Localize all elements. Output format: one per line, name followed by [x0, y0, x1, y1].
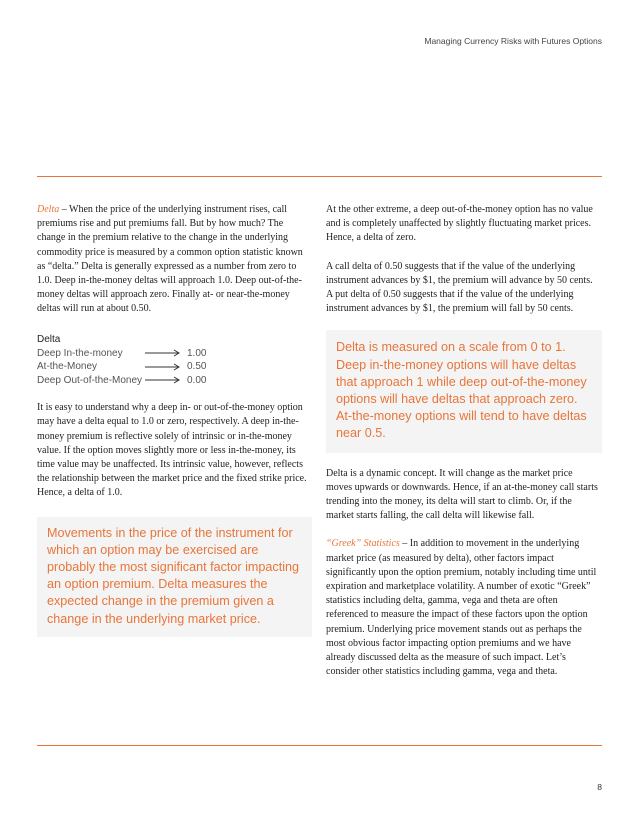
dynamic-concept-paragraph: Delta is a dynamic concept. It will change as the market price moves upwards or downwards. Hence, if an at-the-money call starts trending into the money, its delta will start to climb. Or, if the market starts falling, the call delta will likewise fall.	[326, 467, 598, 522]
delta-table-title: Delta	[37, 333, 61, 345]
left-column	[37, 203, 312, 637]
greek-statistics-paragraph	[326, 537, 601, 679]
delta-row-label: At-the-Money	[37, 361, 98, 373]
right-arrow-icon	[145, 349, 185, 357]
delta-paragraph-text: – When the price of the underlying instrument rises, call premiums rise and put premiums fall. But by how much? The change in the premium relative to the change in the underlying commodity price is measured by a common option statistic known as “delta.” Delta is generally expressed as a number from zero to 1.0. Deep in-the-money deltas will approach 1.0. Deep out-of-the-money deltas will approach zero. Finally at- or near-the-money deltas will run at about 0.50.	[37, 204, 303, 315]
delta-row-value: 1.00	[187, 347, 207, 359]
top-divider	[37, 176, 602, 177]
right-column	[326, 203, 601, 679]
right-arrow-icon	[145, 376, 185, 384]
out-of-money-paragraph: At the other extreme, a deep out-of-the-money option has no value and is completely unaffected by slightly fluctuating market prices. Hence, a delta of zero.	[326, 204, 593, 244]
delta-table	[37, 333, 312, 388]
call-put-delta-paragraph: A call delta of 0.50 suggests that if the value of the underlying instrument advances by $1, the premium will advance by 50 cents. A put delta of 0.50 suggests that if the value of the underlying instrument advances by $1, the premium will fall by 50 cents.	[326, 260, 593, 315]
delta-table-row	[37, 374, 312, 388]
delta-explanation-paragraph: It is easy to understand why a deep in- or out-of-the-money option may have a delta equal to 1.0 or zero, respectively. A deep in-the-money premium is reflective solely of intrinsic or in-the-money value. If the option moves slightly more or less in-the-money, its time value may be unaffected. Its intrinsic value, however, reflects the relationship between the market price and the fixed strike price. Hence, a delta of 1.0.	[37, 402, 307, 499]
delta-table-row	[37, 360, 312, 374]
running-header: Managing Currency Risks with Futures Options	[424, 36, 602, 46]
delta-row-value: 0.50	[187, 361, 207, 373]
right-arrow-icon	[145, 363, 185, 371]
pull-quote-right: Delta is measured on a scale from 0 to 1. Deep in-the-money options will have deltas that approach 1 while deep out-of-the-money options will have deltas that approach zero. At-the-money options will tend to have deltas near 0.5.	[326, 330, 602, 452]
delta-table-row	[37, 347, 312, 361]
page-number: 8	[597, 782, 602, 792]
delta-row-label: Deep In-the-money	[37, 347, 123, 359]
delta-lead-term: Delta	[37, 204, 60, 215]
pull-quote-left: Movements in the price of the instrument for which an option may be exercised are probably the most significant factor impacting an option premium. Delta measures the expected change in the premium given a change in the underlying market price.	[37, 517, 312, 637]
greek-statistics-lead-term: “Greek” Statistics	[326, 538, 400, 550]
greek-statistics-text: – In addition to movement in the underlying market price (as measured by delta), other factors impact significantly upon the option premium, notably including time until expiration and marketplace volatility. A number of exotic “Greek” statistics including delta, gamma, vega and theta are often referenced to measure the impact of these factors upon the option premium. Underlying price movement stands out as perhaps the most obvious factor impacting option premiums and we have already discussed delta as the measure of such impact. Let’s consider other statistics including gamma, vega and theta.	[326, 538, 597, 678]
delta-row-label: Deep Out-of-the-Money	[37, 374, 143, 386]
delta-paragraph	[37, 203, 312, 317]
delta-row-value: 0.00	[187, 374, 207, 386]
bottom-divider	[37, 745, 602, 746]
